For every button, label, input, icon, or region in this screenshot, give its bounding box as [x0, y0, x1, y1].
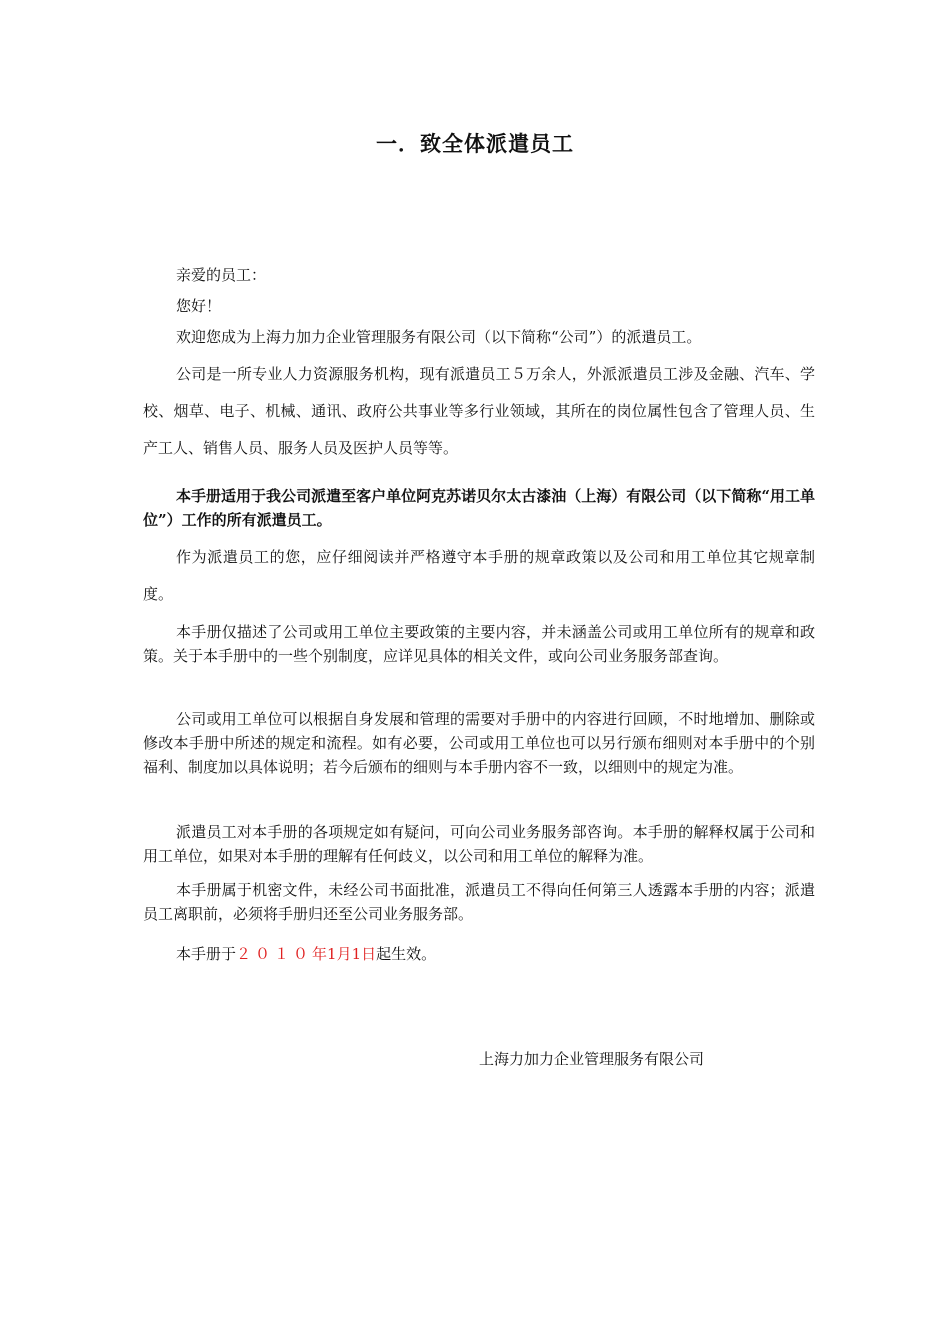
welcome-paragraph: 欢迎您成为上海力加力企业管理服务有限公司（以下简称“公司”）的派遣员工。	[176, 328, 702, 346]
scope-paragraph: 本手册适用于我公司派遣至客户单位阿克苏诺贝尔太古漆油（上海）有限公司（以下简称“用工单位”）工作的所有派遣员工。	[143, 487, 815, 529]
effective-prefix: 本手册于	[176, 945, 237, 963]
effective-suffix: 起生效。	[376, 945, 437, 963]
questions-paragraph: 派遣员工对本手册的各项规定如有疑问，可向公司业务服务部咨询。本手册的解释权属于公司和用工单位，如果对本手册的理解有任何歧义，以公司和用工单位的解释为准。	[143, 823, 815, 865]
hello-paragraph: 您好！	[176, 297, 222, 315]
read-carefully-paragraph: 作为派遣员工的您，应仔细阅读并严格遵守本手册的规章政策以及公司和用工单位其它规章制度。	[143, 548, 815, 603]
intro-paragraph: 公司是一所专业人力资源服务机构，现有派遣员工５万余人，外派派遣员工涉及金融、汽车、学校、烟草、电子、机械、通讯、政府公共事业等多行业领域，其所在的岗位属性包含了管理人员、生产工人、销售人员、服务人员及医护人员等等。	[143, 365, 815, 457]
revisions-paragraph: 公司或用工单位可以根据自身发展和管理的需要对手册中的内容进行回顾，不时地增加、删除或修改本手册中所述的规定和流程。如有必要，公司或用工单位也可以另行颁布细则对本手册中的个别福利、制度加以具体说明；若今后颁布的细则与本手册内容不一致，以细则中的规定为准。	[143, 710, 815, 776]
company-signature: 上海力加力企业管理服务有限公司	[479, 1050, 705, 1068]
confidential-paragraph: 本手册属于机密文件，未经公司书面批准，派遣员工不得向任何第三人透露本手册的内容；派遣员工离职前，必须将手册归还至公司业务服务部。	[143, 881, 815, 923]
summary-paragraph: 本手册仅描述了公司或用工单位主要政策的主要内容，并未涵盖公司或用工单位所有的规章和政策。关于本手册中的一些个别制度，应详见具体的相关文件，或向公司业务服务部查询。	[143, 623, 815, 665]
effective-date-paragraph	[143, 942, 815, 966]
page-title: 一．致全体派遣员工	[376, 131, 574, 156]
effective-month-day: 年1月1日	[312, 945, 377, 963]
greeting-paragraph: 亲爱的员工：	[176, 266, 267, 284]
effective-year: ２０１０	[236, 945, 313, 963]
